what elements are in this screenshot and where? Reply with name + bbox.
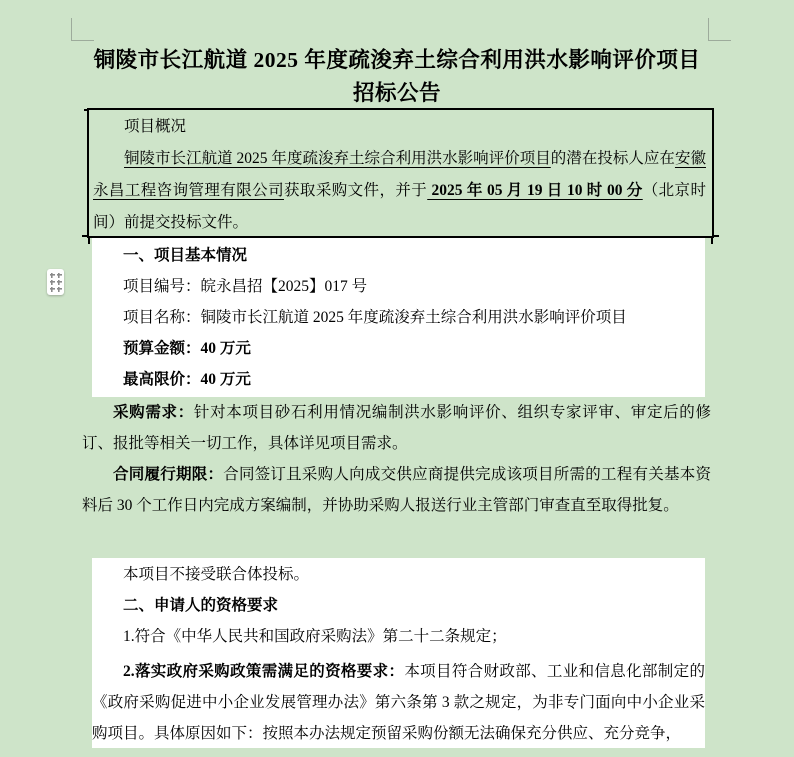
document-title	[0, 44, 794, 110]
procurement-demand-text: 针对本项目砂石利用情况编制洪水影响评价、组织专家评审、审定后的修订、报批等相关一切工作，具体详见项目需求。	[82, 404, 711, 452]
drag-handle-icon[interactable]	[47, 269, 64, 295]
procurement-demand-paragraph	[82, 397, 711, 459]
box-corner-tail	[712, 235, 719, 237]
margin-corner-mark-right-icon	[708, 18, 731, 41]
section-basic-info	[92, 238, 705, 397]
qualification-item2-paragraph	[92, 656, 705, 749]
qualification-item2-text: 本项目符合财政部、工业和信息化部制定的《政府采购促进中小企业发展管理办法》第六条第 3 款之规定，为非专门面向中小企业采购项目。具体原因如下：按照本办法规定预留采购份额无法确保充分供应、充分竞争，	[92, 663, 705, 742]
overview-text: （北京时间）前提交投标文件。	[93, 182, 706, 231]
qualification-item2-label: 2.落实政府采购政策需满足的资格要求：	[123, 663, 405, 680]
overview-paragraph	[93, 143, 706, 239]
overview-project-name: 铜陵市长江航道 2025 年度疏浚弃土综合利用洪水影响评价项目	[124, 150, 551, 167]
document-title-line1: 铜陵市长江航道 2025 年度疏浚弃土综合利用洪水影响评价项目	[93, 48, 701, 72]
overview-heading: 项目概况	[124, 118, 187, 135]
grip-dot	[50, 280, 55, 285]
project-number-row: 项目编号：皖永昌招【2025】017 号	[123, 278, 368, 295]
procurement-demand-label: 采购需求：	[113, 404, 194, 421]
grip-dot	[57, 280, 62, 285]
grip-dot	[57, 273, 62, 278]
contract-period-paragraph	[82, 459, 711, 521]
contract-period-text: 合同签订且采购人向成交供应商提供完成该项目所需的工程有关基本资料后 30 个工作日内完成方案编制，并协助采购人报送行业主管部门审查直至取得批复。	[82, 466, 711, 514]
overview-text: 获取采购文件，并于	[283, 182, 428, 199]
section-requirements	[82, 397, 711, 521]
price-limit-row: 最高限价：40 万元	[123, 371, 251, 388]
section2-heading: 二、申请人的资格要求	[123, 597, 279, 614]
project-name-row: 项目名称：铜陵市长江航道 2025 年度疏浚弃土综合利用洪水影响评价项目	[123, 309, 627, 326]
grip-dot	[50, 273, 55, 278]
overview-agency-name: 安徽永昌工程咨询管理有限公司	[93, 150, 706, 199]
overview-deadline: 2025 年 05 月 19 日 10 时 00 分	[427, 182, 643, 199]
qualification-item1: 1.符合《中华人民共和国政府采购法》第二十二条规定；	[123, 628, 507, 645]
grip-dot	[57, 287, 62, 292]
overview-text: 的潜在投标人应在	[550, 150, 675, 167]
contract-period-label: 合同履行期限：	[113, 466, 224, 483]
box-corner-tail	[711, 236, 713, 244]
project-overview-box	[87, 108, 714, 238]
margin-corner-mark-left-icon	[71, 18, 94, 41]
box-corner-tail	[84, 109, 89, 111]
no-consortium-note: 本项目不接受联合体投标。	[123, 566, 310, 583]
box-corner-tail	[88, 236, 90, 244]
budget-row: 预算金额：40 万元	[123, 340, 251, 357]
section1-heading: 一、项目基本情况	[123, 247, 248, 264]
grip-dot	[50, 287, 55, 292]
section-qualification	[92, 558, 705, 748]
document-title-line2: 招标公告	[352, 81, 441, 105]
